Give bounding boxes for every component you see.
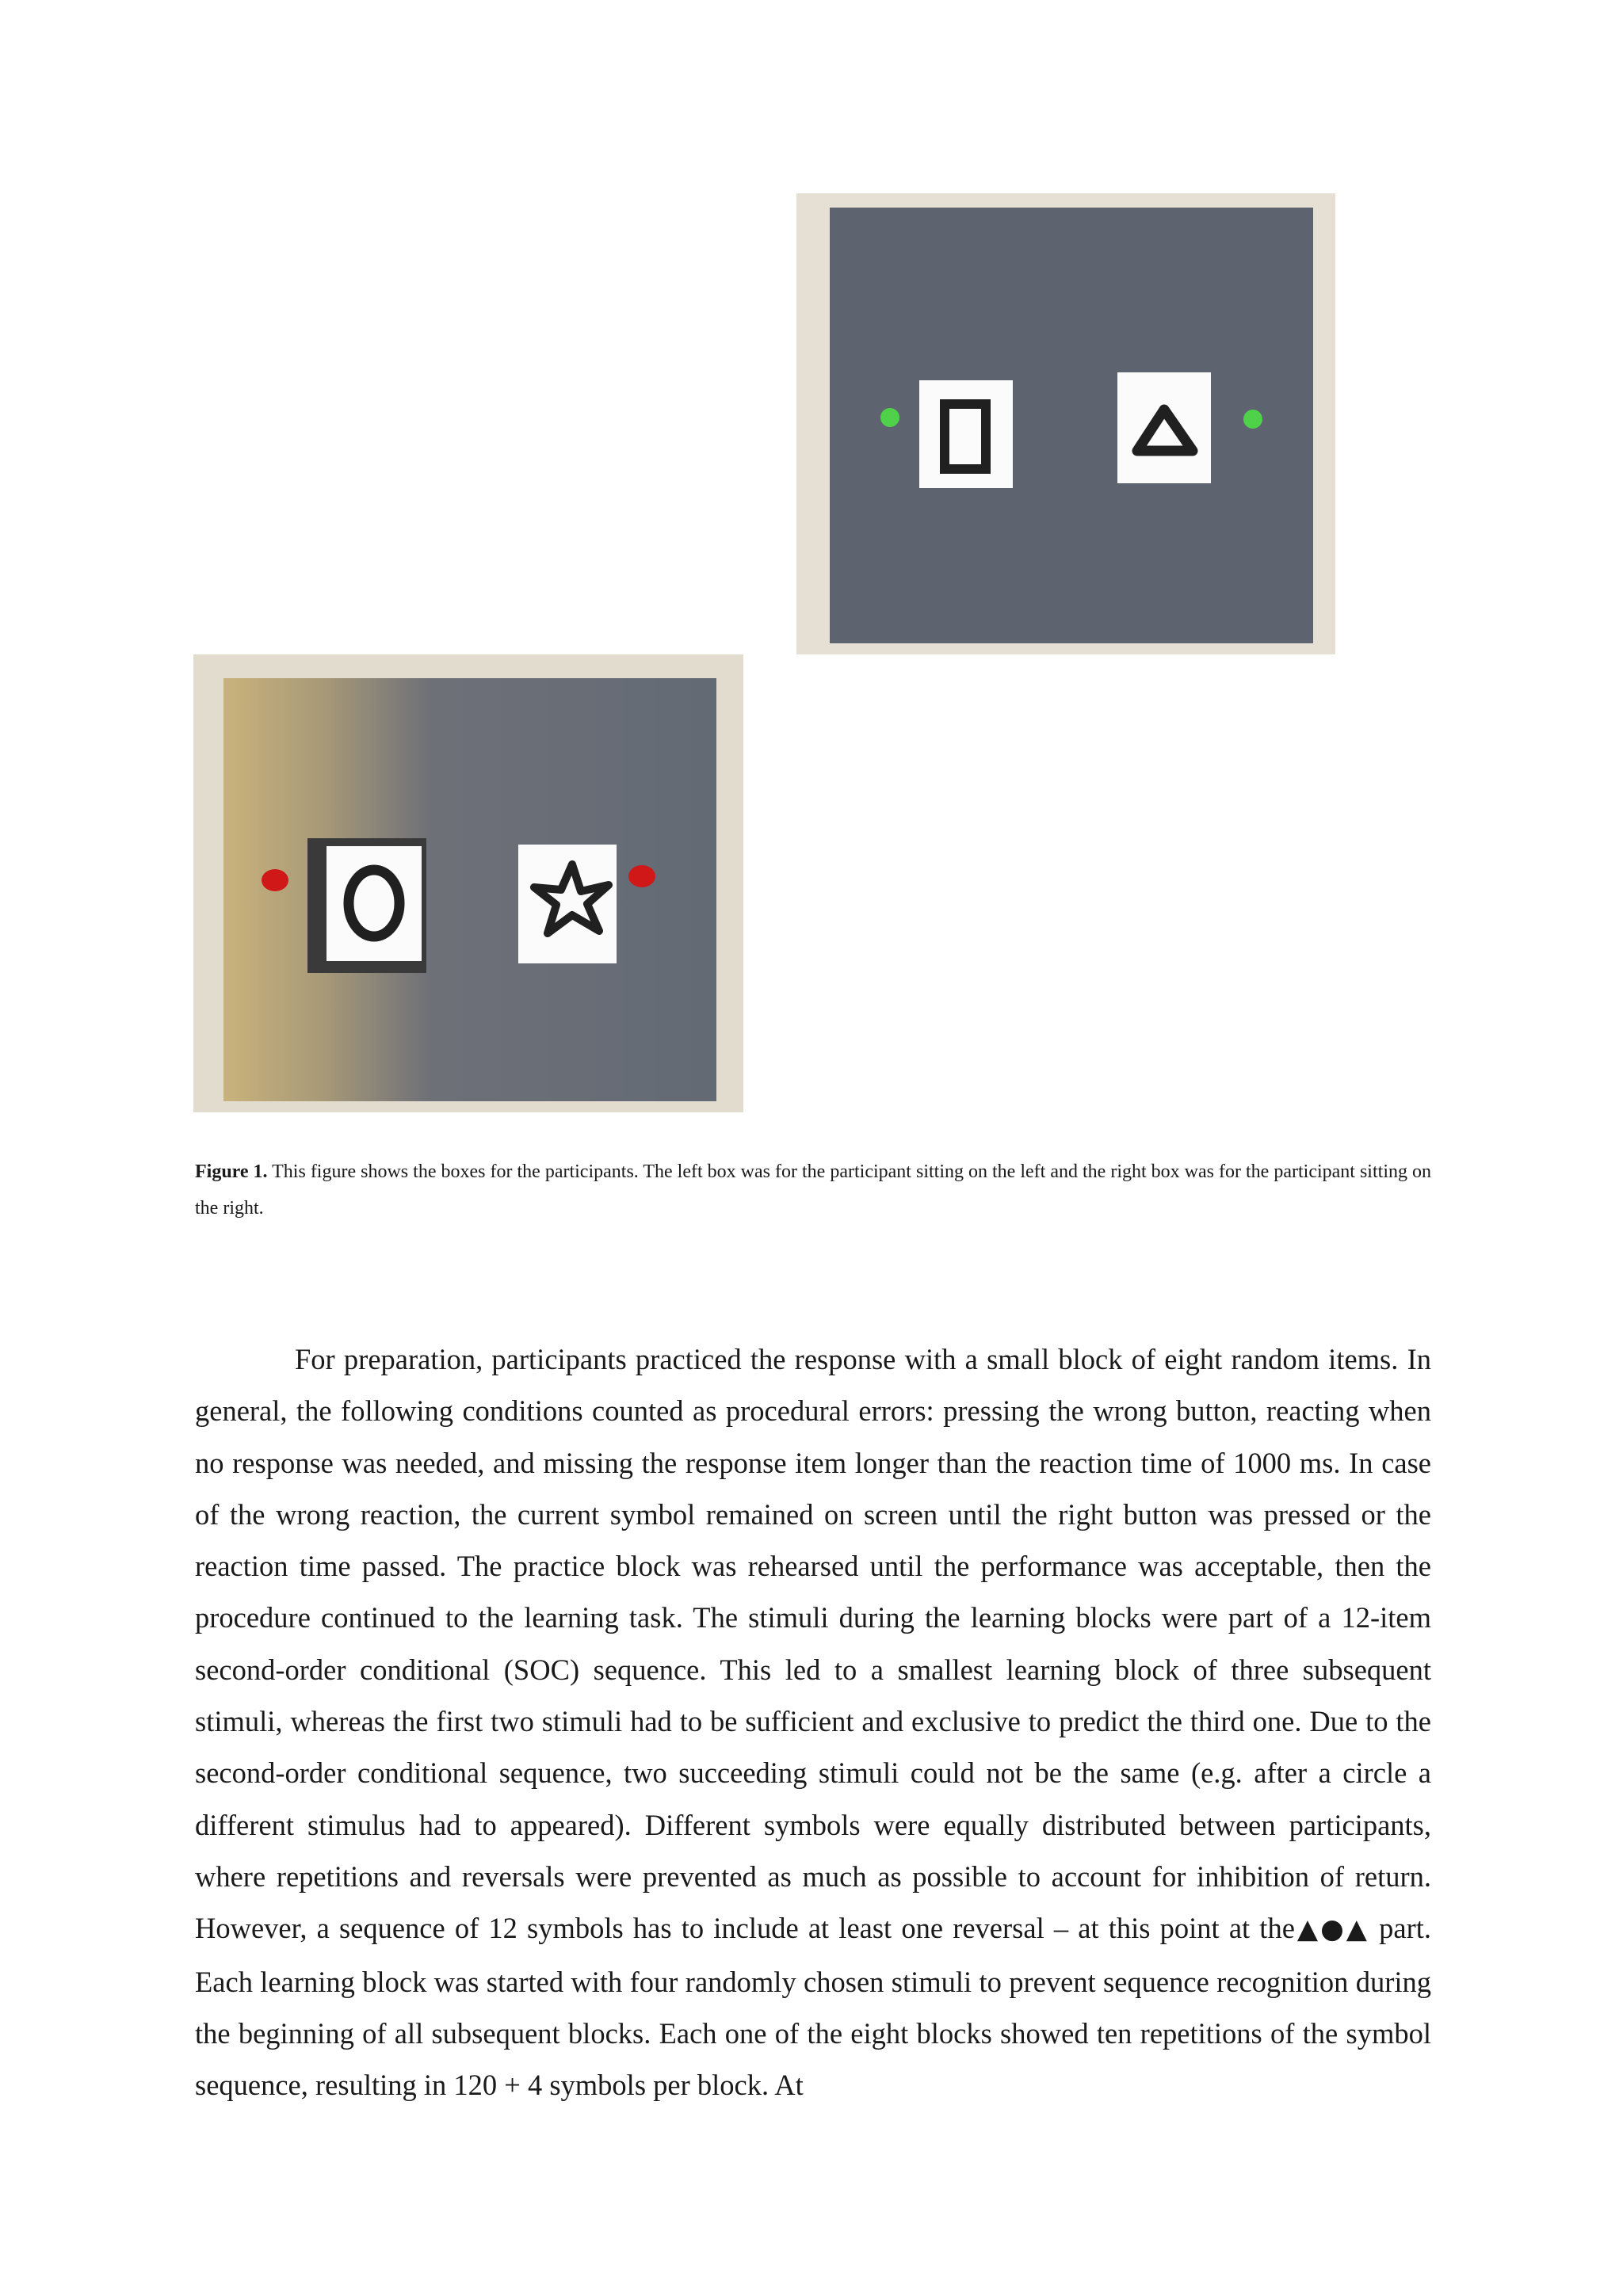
left-led-icon bbox=[262, 869, 288, 891]
symbol-card bbox=[327, 846, 422, 961]
figure-caption bbox=[195, 1154, 1431, 1226]
paragraph bbox=[195, 1333, 1431, 2111]
symbol-sequence: ▲●▲ bbox=[1294, 1913, 1369, 1946]
body-paragraph bbox=[195, 1333, 1431, 2111]
right-led-icon bbox=[1243, 410, 1262, 429]
paragraph-text-2: part. Each learning block was started with four randomly chosen stimuli to prevent sequence recognition during the beginning of all subsequent blocks. Each one of the eight blocks showed ten repetitions of the symbol sequence, resulting in 120 + 4 symbols per block. At bbox=[195, 1912, 1431, 2102]
paragraph-text-1: For preparation, participants practiced the response with a small block of eight random items. In general, the following conditions counted as procedural errors: pressing the wrong button, reacting when no response was needed, and missing the response item longer than the reaction time of 1000 ms. In case of the wrong reaction, the current symbol remained on screen until the right button was pressed or the reaction time passed. The practice block was rehearsed until the performance was acceptable, then the procedure continued to the learning task. The stimuli during the learning blocks were part of a 12-item second-order conditional (SOC) sequence. This led to a smallest learning block of three subsequent stimuli, whereas the first two stimuli had to be sufficient and exclusive to predict the third one. Due to the second-order conditional sequence, two succeeding stimuli could not be the same (e.g. after a circle a different stimulus had to appeared). Different symbols were equally distributed between participants, where repetitions and reversals were prevented as much as possible to account for inhibition of return. However, a sequence of 12 symbols has to include at least one reversal – at this point at the bbox=[195, 1343, 1431, 1945]
right-box-image bbox=[796, 193, 1335, 654]
box-panel bbox=[830, 208, 1313, 643]
box-panel bbox=[223, 678, 716, 1101]
symbol-card bbox=[1117, 372, 1211, 483]
figure-label: Figure 1. bbox=[195, 1161, 268, 1182]
left-led-icon bbox=[880, 408, 899, 427]
symbol-card bbox=[518, 845, 617, 963]
left-box-image bbox=[193, 654, 743, 1112]
right-box-photo bbox=[796, 193, 1335, 654]
left-box-photo bbox=[193, 654, 743, 1112]
caption-text: This figure shows the boxes for the participants. The left box was for the participant sitting on the left and the right box was for the participant sitting on the right. bbox=[195, 1161, 1431, 1219]
right-led-icon bbox=[628, 865, 655, 887]
